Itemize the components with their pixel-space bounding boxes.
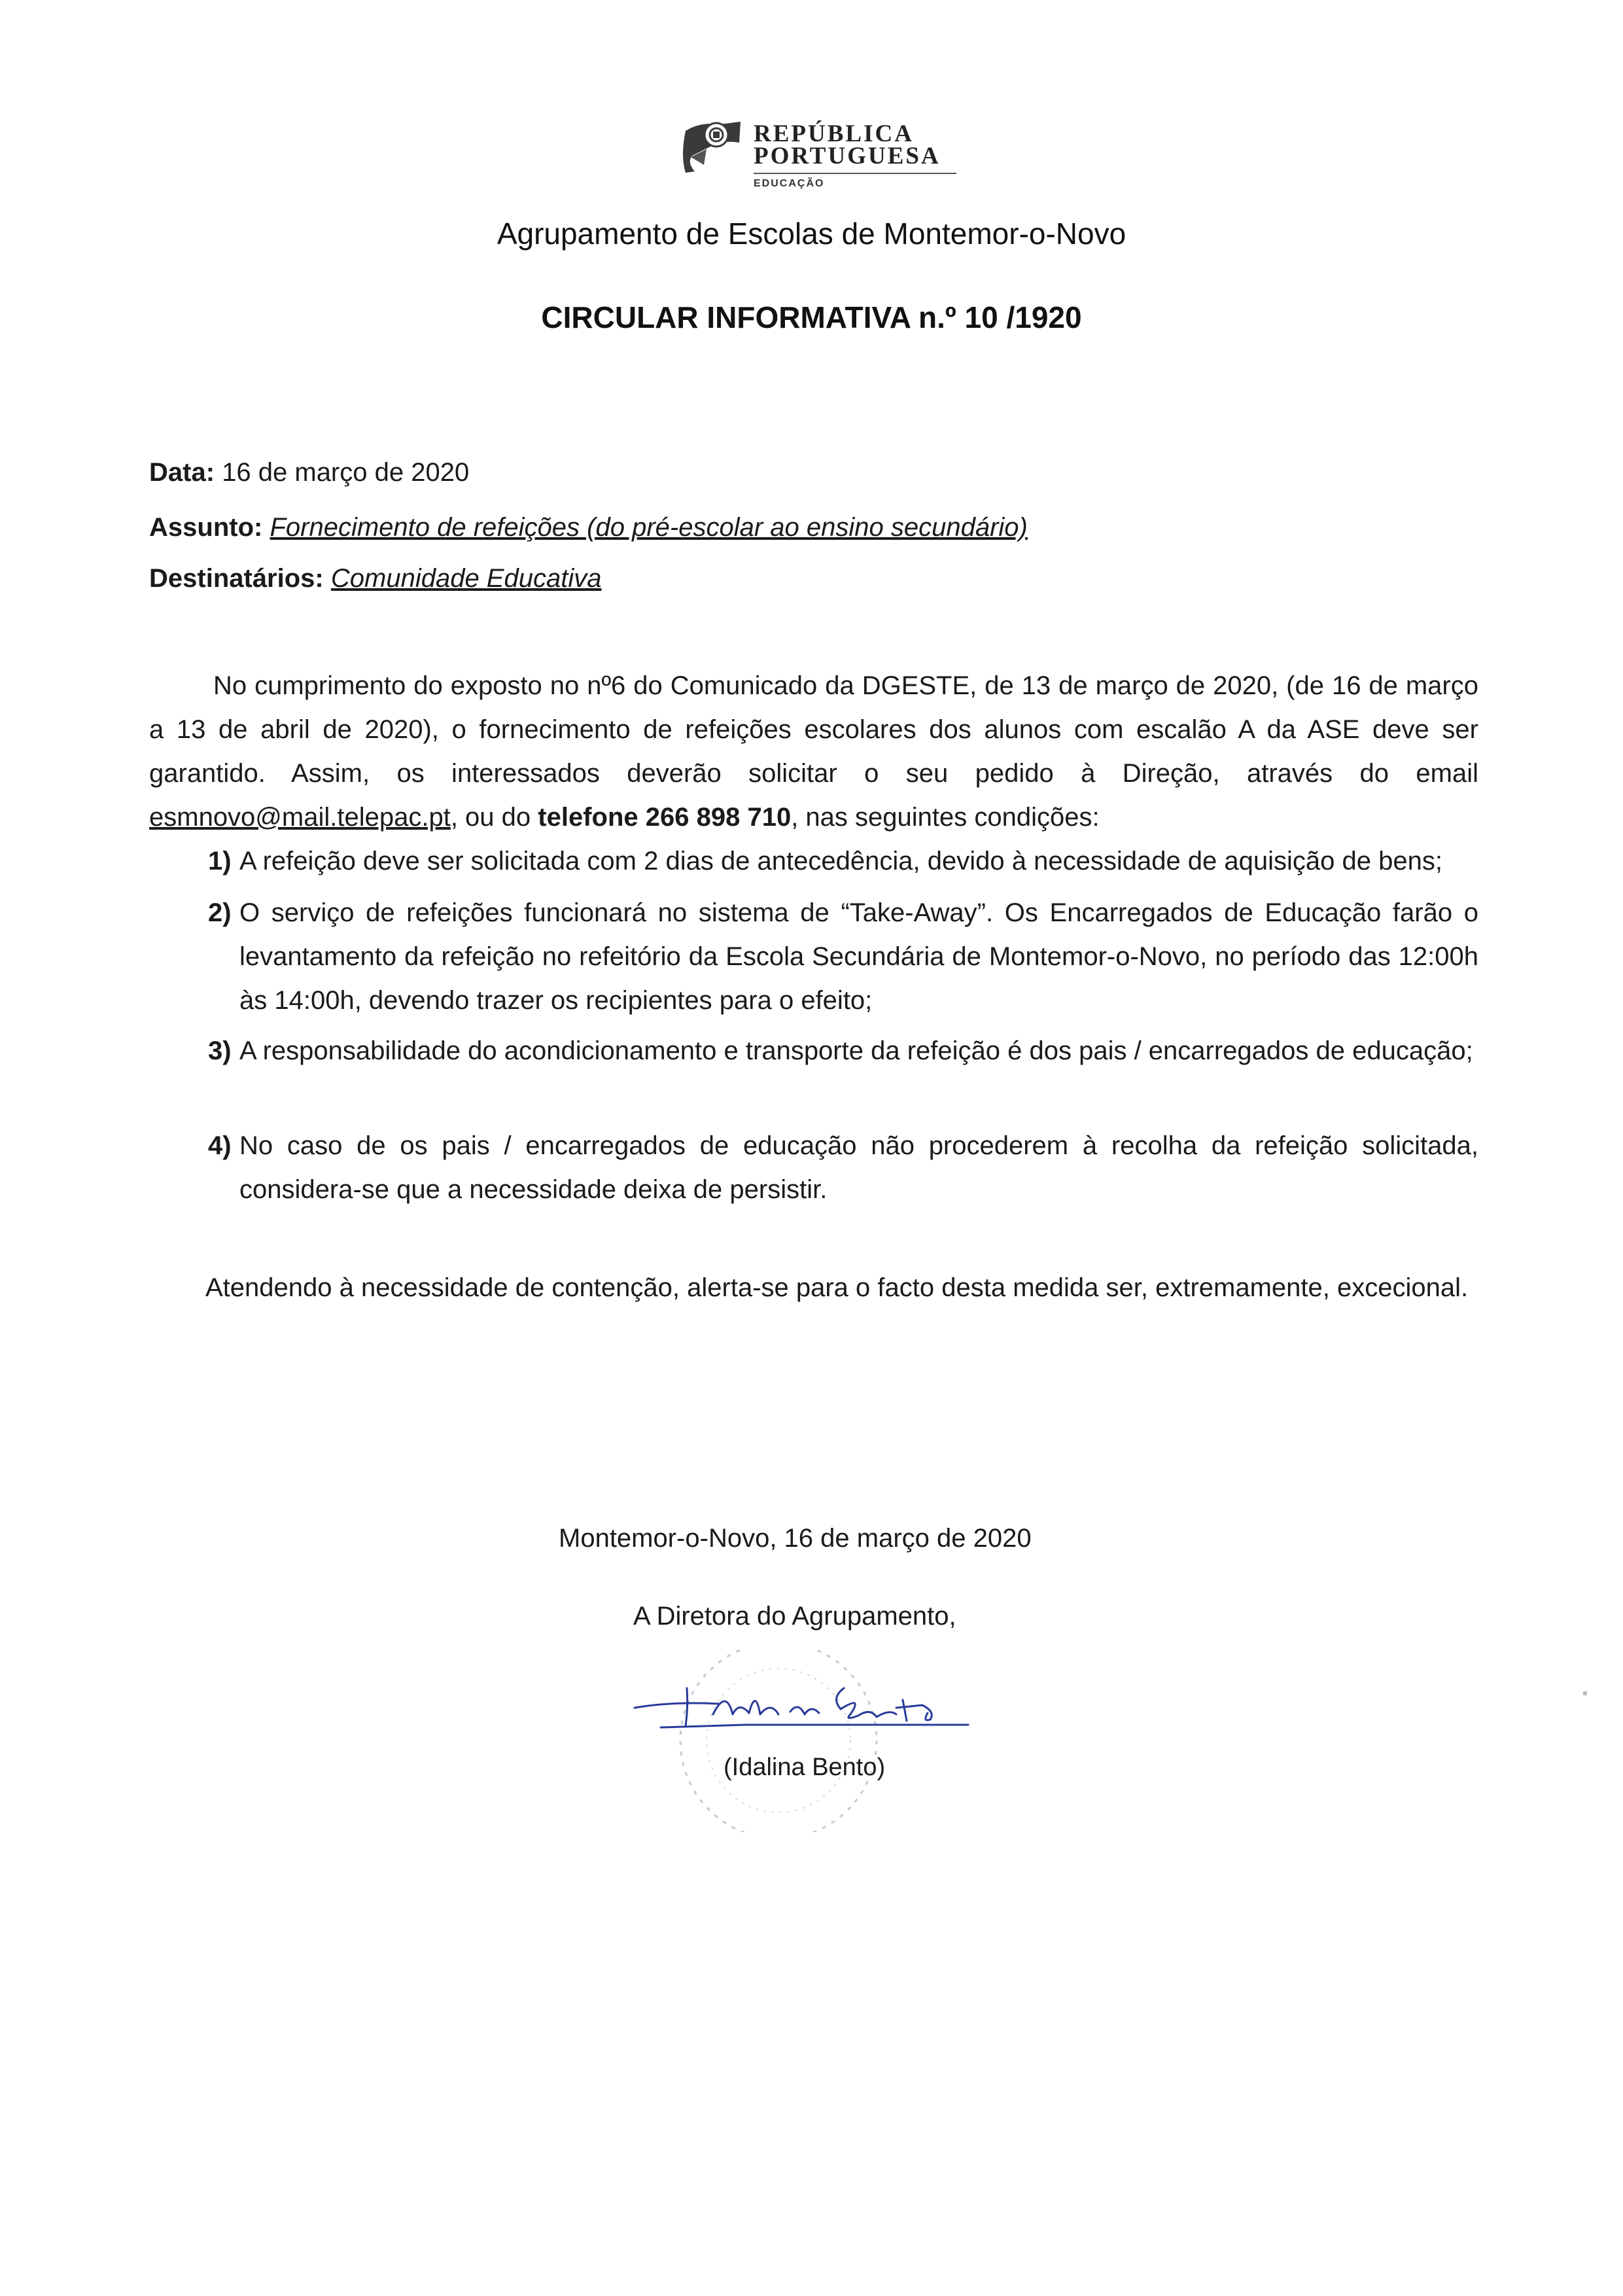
ministry-label: EDUCAÇÃO [754, 178, 825, 189]
intro-text-3: , nas seguintes condições: [791, 803, 1100, 832]
recipients-line [149, 564, 601, 593]
phone-number: telefone 266 898 710 [538, 803, 792, 832]
condition-item [208, 1029, 1478, 1073]
signer-name: (Idalina Bento) [724, 1754, 886, 1781]
condition-number: 1) [208, 847, 232, 875]
condition-text: O serviço de refeições funcionará no sistema de “Take-Away”. Os Encarregados de Educação farão o levantamento da refeição no refeitório da Escola Secundária de Montemor-o-Novo, no período das 12:00h às 14:00h, devendo trazer os recipientes para o efeito; [239, 898, 1478, 1015]
scan-mark [1583, 1691, 1587, 1695]
condition-item [208, 839, 1478, 883]
subject-label: Assunto: [149, 513, 263, 542]
condition-item [208, 891, 1478, 1023]
logo-divider [754, 173, 956, 174]
closing-paragraph: Atendendo à necessidade de contenção, alerta-se para o facto desta medida ser, extremamente, excecional. [205, 1273, 1469, 1302]
condition-text: A refeição deve ser solicitada com 2 dias de antecedência, devido à necessidade de aquisição de bens; [239, 847, 1442, 875]
condition-number: 4) [208, 1131, 232, 1160]
portuguesa-text: PORTUGUESA [754, 143, 941, 169]
school-name: Agrupamento de Escolas de Montemor-o-Novo [497, 217, 1126, 251]
condition-text: A responsabilidade do acondicionamento e transporte da refeição é dos pais / encarregados de educação; [239, 1036, 1473, 1065]
subject-line [149, 513, 1028, 542]
recipients-value: Comunidade Educativa [330, 564, 602, 593]
circular-title-text: CIRCULAR INFORMATIVA n.º 10 /1920 [541, 300, 1082, 334]
condition-number: 2) [208, 898, 232, 927]
director-title: A Diretora do Agrupamento, [633, 1602, 956, 1631]
email-link[interactable]: esmnovo@mail.telepac.pt [149, 803, 451, 832]
signature-with-stamp-icon [615, 1649, 1021, 1832]
place-and-date: Montemor-o-Novo, 16 de março de 2020 [559, 1524, 1032, 1553]
condition-text: No caso de os pais / encarregados de educação não procederem à recolha da refeição solicitada, considera-se que a necessidade deixa de persistir. [239, 1131, 1478, 1204]
condition-item [208, 1124, 1478, 1212]
condition-number: 3) [208, 1036, 232, 1065]
circular-title [0, 300, 1623, 335]
republica-text: REPÚBLICA [754, 120, 914, 147]
subject-value: Fornecimento de refeições (do pré-escolar ao ensino secundário) [270, 513, 1028, 542]
intro-text-1: No cumprimento do exposto no nº6 do Comunicado da DGESTE, de 13 de março de 2020, (de 16 de março a 13 de abril de 2020), o fornecimento de refeições escolares dos alunos com escalão A da ASE deve ser garantido. Assim, os interessados deverão solicitar o seu pedido à Direção, através do email [149, 671, 1478, 788]
date-value: 16 de março de 2020 [222, 458, 470, 487]
recipients-label: Destinatários: [149, 564, 324, 593]
republica-portuguesa-logo [680, 116, 968, 188]
date-line [149, 458, 469, 487]
coat-of-arms-icon [680, 116, 746, 175]
intro-text-2: , ou do [450, 803, 531, 832]
intro-paragraph [149, 664, 1478, 839]
date-label: Data: [149, 458, 215, 487]
